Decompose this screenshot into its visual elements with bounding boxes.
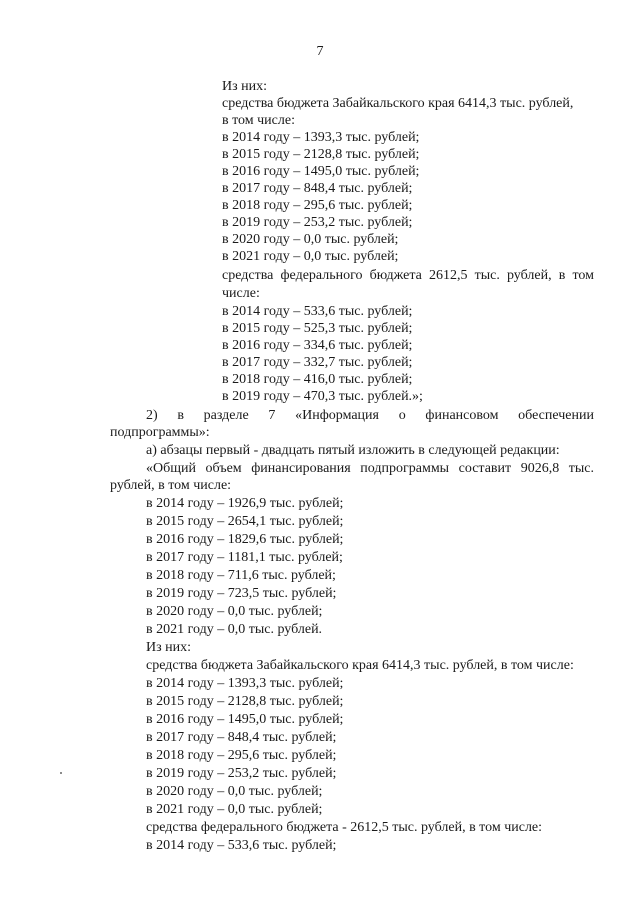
block1-line: Из них: (222, 79, 268, 94)
block1-line: в 2015 году – 2128,8 тыс. рублей; (222, 147, 420, 162)
block1-federal-year: в 2018 году – 416,0 тыс. рублей; (222, 372, 413, 387)
regional-year: в 2017 году – 848,4 тыс. рублей; (146, 730, 337, 745)
regional-year: в 2020 году – 0,0 тыс. рублей; (146, 784, 323, 799)
block1-line: средства бюджета Забайкальского края 6414,3 тыс. рублей, (222, 96, 574, 111)
federal-year: в 2014 году – 533,6 тыс. рублей; (146, 838, 337, 853)
block1-line: в 2017 году – 848,4 тыс. рублей; (222, 181, 413, 196)
regional-year: в 2014 году – 1393,3 тыс. рублей; (146, 676, 344, 691)
of-them-label: Из них: (146, 640, 192, 655)
total-year: в 2015 году – 2654,1 тыс. рублей; (146, 514, 344, 529)
block1-federal-year: в 2019 году – 470,3 тыс. рублей.»; (222, 389, 423, 404)
block1-line: в 2020 году – 0,0 тыс. рублей; (222, 232, 399, 247)
total-year: в 2020 году – 0,0 тыс. рублей; (146, 604, 323, 619)
federal-budget-line: средства федерального бюджета - 2612,5 тыс. рублей, в том числе: (146, 820, 543, 835)
regional-year: в 2016 году – 1495,0 тыс. рублей; (146, 712, 344, 727)
regional-year: в 2018 году – 295,6 тыс. рублей; (146, 748, 337, 763)
section2-heading-cont: подпрограммы»: (110, 425, 210, 440)
block1-line: в 2014 году – 1393,3 тыс. рублей; (222, 130, 420, 145)
total-year: в 2019 году – 723,5 тыс. рублей; (146, 586, 337, 601)
total-year: в 2021 году – 0,0 тыс. рублей. (146, 622, 323, 637)
total-year: в 2018 году – 711,6 тыс. рублей; (146, 568, 336, 583)
regional-year: в 2019 году – 253,2 тыс. рублей; (146, 766, 337, 781)
total-year: в 2014 году – 1926,9 тыс. рублей; (146, 496, 344, 511)
regional-year: в 2015 году – 2128,8 тыс. рублей; (146, 694, 344, 709)
scan-speck (60, 772, 62, 774)
item-a: а) абзацы первый - двадцать пятый изложить в следующей редакции: (146, 443, 560, 458)
block1-federal-year: в 2016 году – 334,6 тыс. рублей; (222, 338, 413, 353)
regional-budget-line: средства бюджета Забайкальского края 6414,3 тыс. рублей, в том числе: (146, 658, 574, 673)
block1-federal-line: числе: (222, 286, 260, 301)
regional-year: в 2021 году – 0,0 тыс. рублей; (146, 802, 323, 817)
block1-line: в том числе: (222, 113, 295, 128)
block1-line: в 2016 году – 1495,0 тыс. рублей; (222, 164, 420, 179)
block1-federal-year: в 2014 году – 533,6 тыс. рублей; (222, 304, 413, 319)
quote-line: «Общий объем финансирования подпрограммы составит 9026,8 тыс. (146, 461, 594, 476)
section2-heading: 2) в разделе 7 «Информация о финансовом обеспечении (146, 408, 594, 423)
block1-line: в 2018 году – 295,6 тыс. рублей; (222, 198, 413, 213)
block1-federal-line: средства федерального бюджета 2612,5 тыс. рублей, в том (222, 268, 594, 283)
block1-line: в 2019 году – 253,2 тыс. рублей; (222, 215, 413, 230)
page-number: 7 (316, 44, 324, 59)
quote-line-cont: рублей, в том числе: (110, 478, 232, 493)
block1-federal-year: в 2015 году – 525,3 тыс. рублей; (222, 321, 413, 336)
block1-line: в 2021 году – 0,0 тыс. рублей; (222, 249, 399, 264)
block1-federal-year: в 2017 году – 332,7 тыс. рублей; (222, 355, 413, 370)
total-year: в 2017 году – 1181,1 тыс. рублей; (146, 550, 343, 565)
total-year: в 2016 году – 1829,6 тыс. рублей; (146, 532, 344, 547)
